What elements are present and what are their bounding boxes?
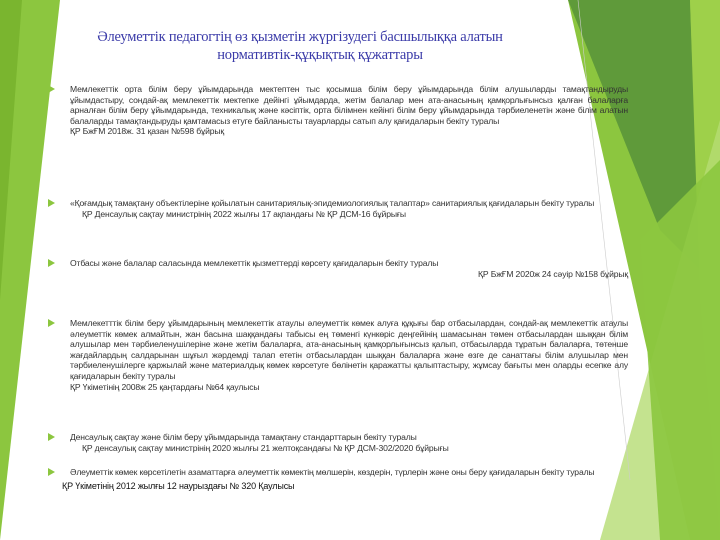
- item-text: Мемлекетттік білім беру ұйымдарының мемлекеттік атаулы әлеуметтік көмек алуға құқығы бар отбасылардан, сондай-ақ мемлекеттік атаулы әлеуметтік көмек алмайтын, жан басына шаққандағы табысы ең төменгі күнкөріс деңгейінің шамасынан төмен отбасылардан шыққан білім алушылар мен тәрбиеленушілеріне және жетім балаларға, ата-анасының қамқорлығынсыз қалып, отбасыларда тұратын балаларға, төтенше жағдайлардың салдарынан шұғыл жәрдемді талап ететін отбасылардан шыққан балаларға және өзге де санаттағы білім алушылар мен тәрбиеленушілерге қаржылай және материалдық көмек көрсетуге бөлінетін қаражатты қалыптастыру, жұмсау бағыты мен оларды есепке алу қағидаларын бекіту туралы: [70, 318, 628, 381]
- list-item: [70, 318, 628, 392]
- bullet-arrow-icon: [48, 85, 55, 93]
- list-item: [62, 467, 628, 491]
- item-reference: ҚР Үкіметінің 2008ж 25 қаңтардағы №64 қаулысы: [70, 381, 260, 392]
- title-line-1: Әлеуметтік педагогтің өз қызметін жүргізудегі басшылыққа алатын: [97, 29, 503, 45]
- item-reference: ҚР БжҒМ 2020ж 24 сәуір №158 бұйрық: [478, 268, 628, 279]
- list-item: [70, 432, 628, 453]
- bullet-arrow-icon: [48, 199, 55, 207]
- slide-title: [20, 28, 580, 64]
- item-reference: ҚР денсаулық сақтау министрінің 2020 жылғы 21 желтоқсандағы № ҚР ДСМ-302/2020 бұйрығы: [82, 442, 449, 453]
- item-text: Денсаулық сақтау және білім беру ұйымдарында тамақтану стандарттарын бекіту туралы: [70, 432, 417, 442]
- item-text: Мемлекеттік орта білім беру ұйымдарында мектептен тыс қосымша білім беру ұйымдарында білім алушыларды тамақтандыруды ұйымдастыру, сондай-ақ мемлекеттік мектепке дейінгі ұйымдарда, жетім балалар мен ата-анасының қамқорлығынсыз қалған балаларға арналған білім беру ұйымдарында, техникалық және кәсіптік, орта білімнен кейінгі білім беру ұйымдарында тәрбиеленетін және білім алатын балаларды тамақтандыруды қамтамасыз етуге байланысты тауарларды сатып алу қағидаларын бекіту туралы: [70, 84, 628, 126]
- list-item: [70, 258, 628, 279]
- bullet-arrow-icon: [48, 319, 55, 327]
- bullet-arrow-icon: [48, 433, 55, 441]
- bullet-arrow-icon: [48, 259, 55, 267]
- title-line-2: нормативтік-құқықтық құжаттары: [217, 47, 423, 63]
- bullet-arrow-icon: [48, 468, 55, 476]
- item-reference: ҚР Денсаулық сақтау министрінің 2022 жылғы 17 ақпандағы № ҚР ДСМ-16 бұйрығы: [82, 208, 406, 219]
- item-text: Әлеуметтік көмек көрсетілетін азаматтарға әлеуметтік көмектің мөлшерін, көздерін, түрлерін және оны беру қағидаларын бекіту туралы: [70, 467, 595, 477]
- item-text: «Қоғамдық тамақтану объектілеріне қойылатын санитариялық-эпидемиологиялық талаптар» санитариялық қағидаларын бекіту туралы: [70, 198, 595, 208]
- item-text: Отбасы және балалар саласында мемлекеттік қызметтерді көрсету қағидаларын бекіту туралы: [70, 258, 439, 268]
- item-reference: ҚР Үкіметінің 2012 жылғы 12 наурыздағы № 320 Қаулысы: [62, 480, 295, 491]
- list-item: [70, 198, 628, 219]
- list-item: [70, 84, 628, 137]
- item-reference: ҚР БжҒМ 2018ж. 31 қазан №598 бұйрық: [70, 126, 225, 137]
